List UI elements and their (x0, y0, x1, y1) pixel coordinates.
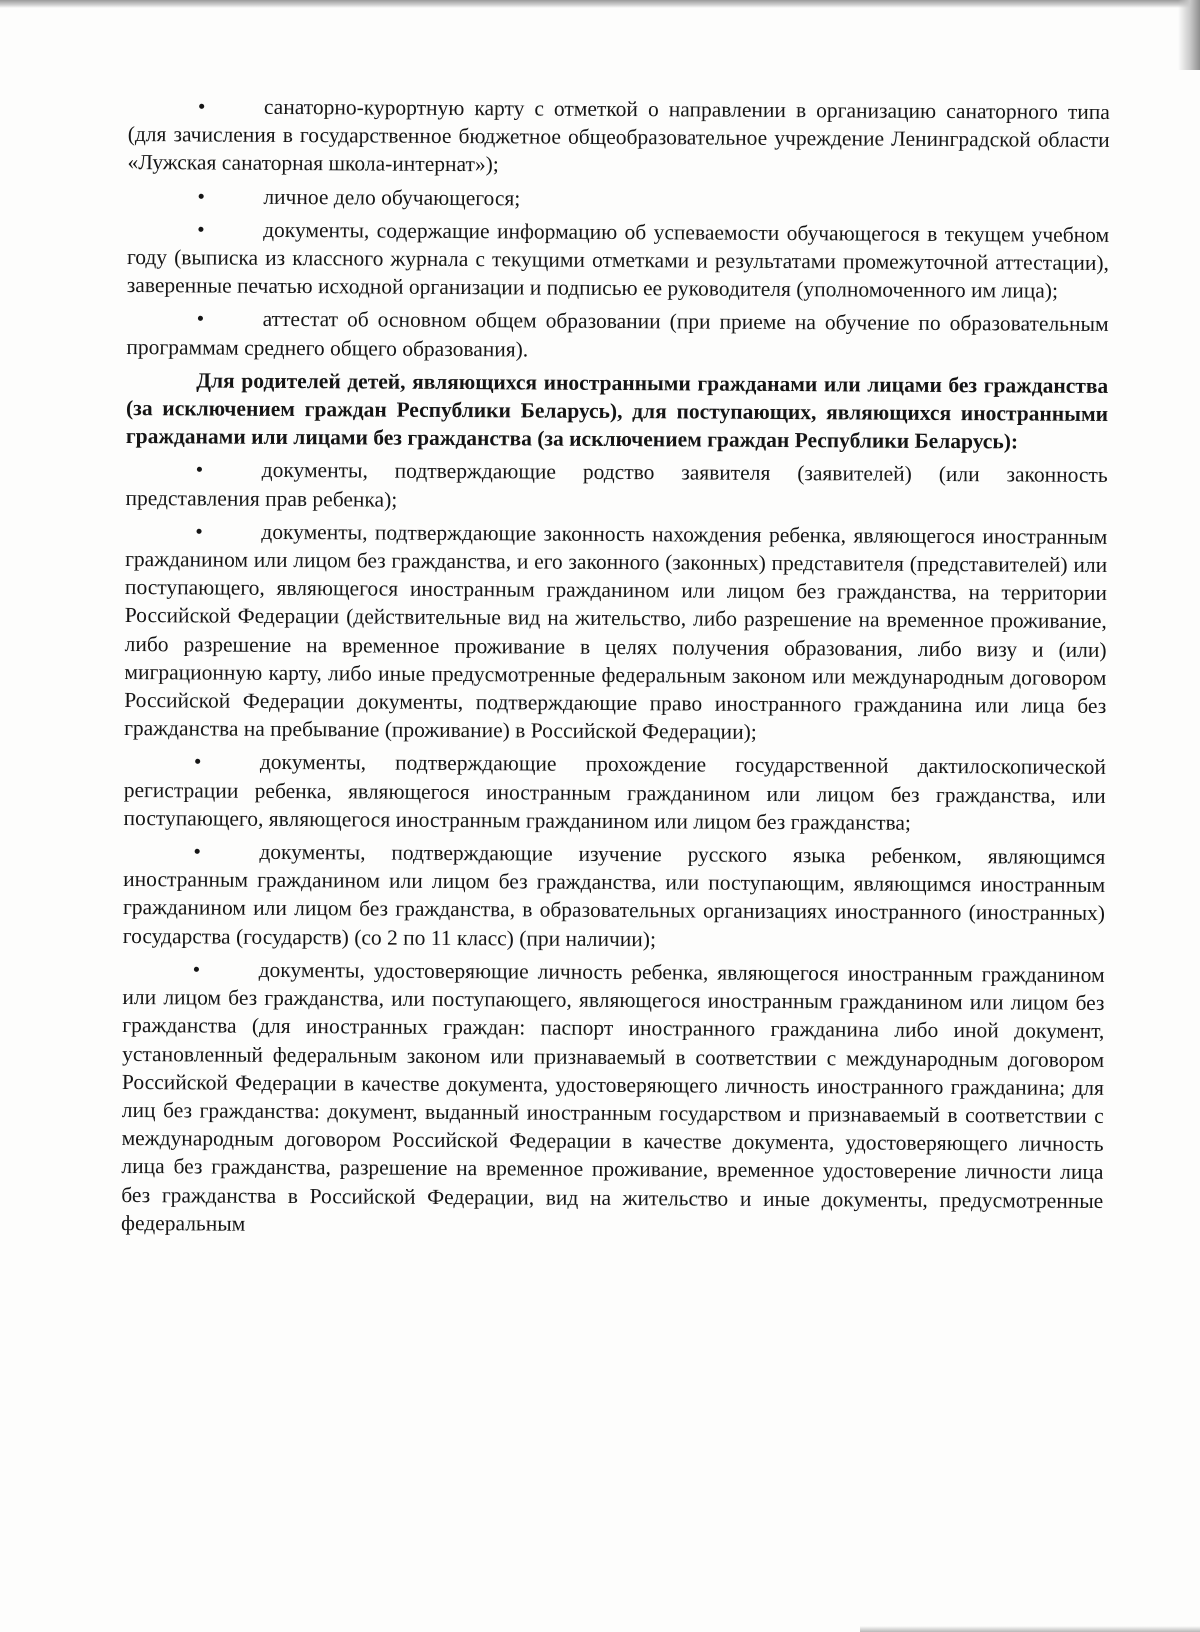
list-item-text: документы, подтверждающие прохождение государственной дактилоскопической регистрации ребенка, являющегося иностранным гражданином или лицом без гражданства, или поступающего, являющегося иностранным гражданином или лицом без гражданства; (123, 750, 1106, 835)
list-item (124, 517, 1107, 749)
list-item-text: аттестат об основном общем образовании (при приеме на обучение по образовательным программам среднего общего образования). (126, 307, 1109, 362)
bullet-icon: • (192, 957, 201, 982)
list-item-text: документы, подтверждающие законность нахождения ребенка, являющегося иностранным гражданином или лицом без гражданства, и его законного (законных) представителя (представителей) или поступающего, являющегося иностранным гражданином или лицом без гражданства, на территории Российской Федерации (действительные вид на жительство, либо разрешение на временное проживание, либо разрешение на временное проживание в целях получения образования, либо визу и (или) миграционную карту, либо иные предусмотренные федеральным законом или международным договором Российской Федерации документы, подтверждающие право иностранного гражданина или лица без гражданства на пребывание (проживание) в Российской Федерации); (124, 519, 1108, 745)
list-item (127, 92, 1109, 183)
list-foreign-documents (121, 455, 1108, 1242)
list-item-text: санаторно-курортную карту с отметкой о направлении в организацию санаторного типа (для зачисления в государственное бюджетное общеобразовательное учреждение Ленинградской области «Лужская санаторная школа-интернат»); (127, 94, 1110, 177)
bullet-icon: • (193, 749, 202, 774)
list-item (121, 955, 1105, 1243)
scan-edge-top (0, 0, 1200, 8)
bullet-icon: • (196, 306, 205, 331)
section-heading-foreign-citizens: Для родителей детей, являющихся иностранными гражданами или лицами без гражданства (за исключением граждан Республики Беларусь), для поступающих, являющихся иностранными гражданами или лицами без гражданства (за исключением граждан Республики Беларусь): (125, 368, 1109, 454)
list-item-text: документы, удостоверяющие личность ребенка, являющегося иностранным гражданином или лицом без гражданства, или поступающего, являющегося иностранным гражданином или лицом без гражданства (для иностранных граждан: паспорт иностранного гражданина либо иной документ, установленный федеральным законом или признаваемый в соответствии с международным договором Российской Федерации в качестве документа, удостоверяющего личность иностранного гражданина; для лиц без гражданства: документ, выданный иностранным государством и признаваемый в соответствии с международным договором Российской Федерации в качестве документа, удостоверяющего личность лица без гражданства, разрешение на временное проживание, временное удостоверение личности лица без гражданства в Российской Федерации, вид на жительство и иные документы, предусмотренные федеральным (121, 957, 1105, 1236)
list-item (127, 215, 1109, 306)
bullet-icon: • (195, 519, 203, 544)
list-item-text: документы, содержащие информацию об успеваемости обучающегося в текущем учебном году (выписка из классного журнала с текущими отметками и результатами промежуточной аттестации), заверенные печатью исходной организации и подписью ее руководителя (уполномоченного им лица); (126, 217, 1110, 303)
list-general-documents (126, 92, 1110, 367)
list-item (125, 455, 1107, 517)
list-item-text: документы, подтверждающие изучение русского языка ребенком, являющимся иностранным гражданином или лицом без гражданства, или поступающим, являющимся иностранным гражданином или лицом без гражданства, в образовательных организациях иностранного (иностранных) государства (государств) (со 2 по 11 класс) (при наличии); (122, 839, 1106, 951)
list-item-text: документы, подтверждающие родство заявителя (заявителей) (или законность представления прав ребенка); (125, 458, 1108, 512)
list-item (126, 304, 1108, 366)
bullet-icon: • (195, 457, 204, 482)
bullet-icon: • (197, 217, 205, 242)
bullet-icon: • (197, 184, 205, 209)
scan-edge-bottom (860, 1626, 1200, 1632)
list-item-text: личное дело обучающегося; (263, 184, 521, 211)
list-item (127, 182, 1109, 216)
scan-edge-right (1178, 0, 1200, 70)
bullet-icon: • (193, 839, 201, 864)
list-item (123, 747, 1105, 838)
bullet-icon: • (197, 94, 206, 119)
document-body (121, 92, 1110, 1248)
list-item (123, 837, 1106, 956)
